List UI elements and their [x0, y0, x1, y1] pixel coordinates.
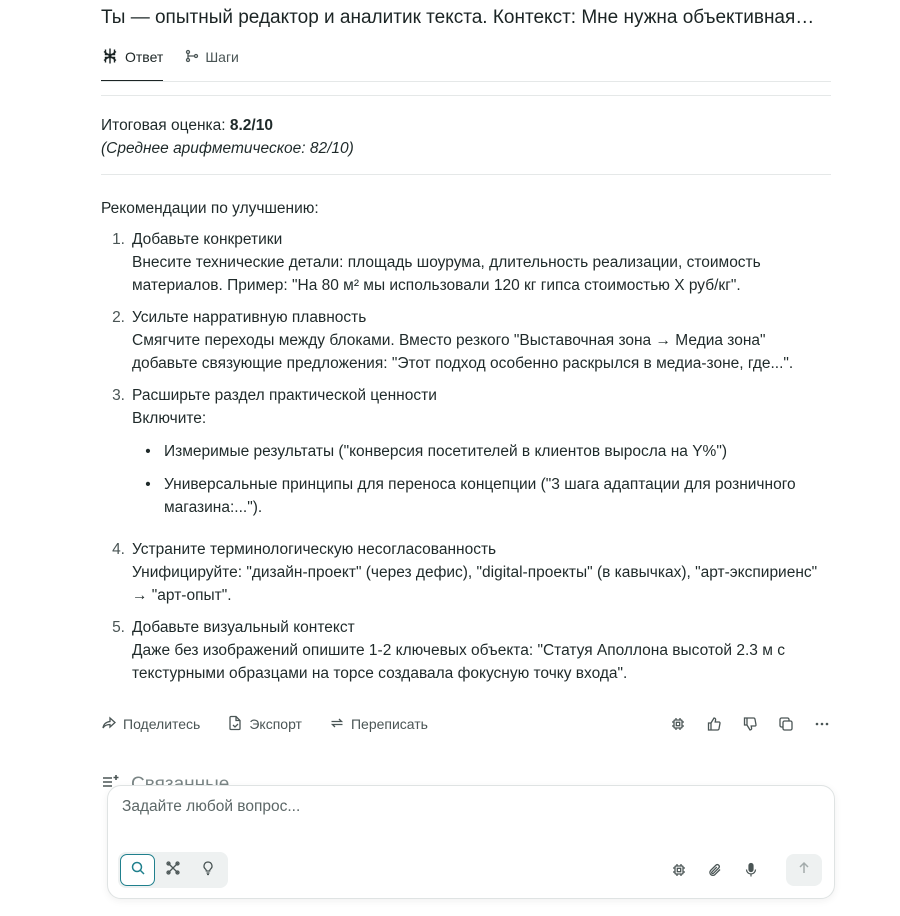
rewrite-label: Переписать: [350, 716, 428, 732]
share-label: Поделитесь: [123, 716, 201, 732]
tab-answer[interactable]: [101, 44, 163, 82]
microphone-icon[interactable]: [742, 861, 760, 879]
sub-list-item: [132, 440, 831, 463]
more-icon[interactable]: [813, 715, 831, 733]
average-score-value: : 82/10): [301, 140, 354, 157]
list-item-title: Добавьте визуальный контекст: [132, 619, 355, 636]
send-button[interactable]: [786, 854, 822, 886]
list-item-text: Внесите технические детали: площадь шоурума, длительность реализации, стоимость материалов. Пример: "На 80 м² мы использовали 120 кг гипса стоимостью X руб/кг".: [132, 254, 761, 294]
export-button[interactable]: [227, 715, 302, 734]
list-item-text: Унифицируйте: "дизайн-проект" (через дефис), "digital-проекты" (в кавычках), "арт-экспириенс" → "арт-опыт".: [132, 564, 818, 604]
export-label: Экспорт: [249, 716, 302, 732]
model-select-icon[interactable]: [670, 861, 688, 879]
sub-list-text: Универсальные принципы для переноса концепции ("3 шага адаптации для розничного магазина:...").: [164, 476, 796, 516]
recommendations-list: [101, 228, 831, 694]
page-title: Ты — опытный редактор и аналитик текста. Контекст: Мне нужна объективная…: [101, 7, 815, 28]
recommendations-heading: Рекомендации по улучшению:: [101, 200, 319, 217]
action-icons: [669, 715, 831, 733]
export-icon: [227, 715, 243, 734]
lightbulb-icon: [200, 860, 216, 881]
copy-icon[interactable]: [777, 715, 795, 733]
question-input[interactable]: [122, 798, 812, 816]
steps-icon: [185, 49, 199, 66]
thumbs-down-icon[interactable]: [741, 715, 759, 733]
list-number: 2.: [112, 309, 125, 326]
list-item-title: Добавьте конкретики: [132, 231, 283, 248]
tab-answer-label: Ответ: [125, 49, 164, 65]
tab-steps-label: Шаги: [205, 49, 239, 65]
list-item-title: Устраните терминологическую несогласованность: [132, 541, 497, 558]
section-divider: [101, 174, 831, 175]
tab-bar: [101, 44, 261, 82]
search-mode-button[interactable]: [120, 854, 155, 886]
labs-mode-button[interactable]: [190, 854, 225, 886]
answer-actions: [101, 712, 831, 736]
rewrite-button[interactable]: [329, 715, 428, 734]
search-icon: [130, 860, 146, 881]
final-score-label: Итоговая оценка: [101, 117, 222, 134]
list-item-text: Включите:: [132, 410, 207, 427]
thumbs-up-icon[interactable]: [705, 715, 723, 733]
tab-steps[interactable]: [185, 44, 239, 82]
list-item-title: Усильте нарративную плавность: [132, 309, 367, 326]
final-score-value: 8.2/10: [229, 117, 273, 134]
list-item: [101, 616, 831, 685]
research-mode-button[interactable]: [155, 854, 190, 886]
rewrite-icon: [329, 715, 345, 734]
list-number: 4.: [112, 541, 125, 558]
list-item-title: Расширьте раздел практической ценности: [132, 387, 437, 404]
final-score: Итоговая оценка: 8.2/10: [101, 117, 273, 134]
sub-list: [132, 440, 831, 519]
list-item-text: Даже без изображений опишите 1-2 ключевых объекта: "Статуя Аполлона высотой 2.3 м с текстурными образцами на торсе создавала фокусную точку входа".: [132, 642, 785, 682]
list-item: [101, 228, 831, 297]
composer-tools: [670, 854, 822, 886]
bullet-icon: •: [145, 476, 151, 493]
sub-list-text: Измеримые результаты ("конверсия посетителей в клиентов выросла на Y%"): [164, 443, 727, 460]
attach-icon[interactable]: [706, 861, 724, 879]
score-block: [101, 114, 354, 160]
list-number: 5.: [112, 619, 125, 636]
list-item: [101, 538, 831, 607]
share-button[interactable]: [101, 715, 200, 734]
share-icon: [101, 715, 117, 734]
composer: [107, 785, 835, 899]
search-mode-group: [118, 852, 228, 888]
research-icon: [165, 860, 181, 881]
list-item: [101, 306, 831, 375]
average-score: [101, 137, 354, 160]
list-number: 1.: [112, 231, 125, 248]
answer-icon: [101, 47, 119, 68]
tabs-divider: [101, 81, 831, 82]
list-number: 3.: [112, 387, 125, 404]
list-item-text: Смягчите переходы между блоками. Вместо резкого "Выставочная зона → Медиа зона" добавьте связующие предложения: "Этот подход особенно раскрылся в медиа-зоне, где...".: [132, 332, 794, 372]
bullet-icon: •: [145, 443, 151, 460]
model-chip-icon[interactable]: [669, 715, 687, 733]
sub-list-item: [132, 473, 831, 519]
list-item: [101, 384, 831, 529]
average-score-label: (Среднее арифметическое: [101, 140, 302, 157]
content-divider: [101, 95, 831, 96]
arrow-up-icon: [797, 861, 811, 880]
